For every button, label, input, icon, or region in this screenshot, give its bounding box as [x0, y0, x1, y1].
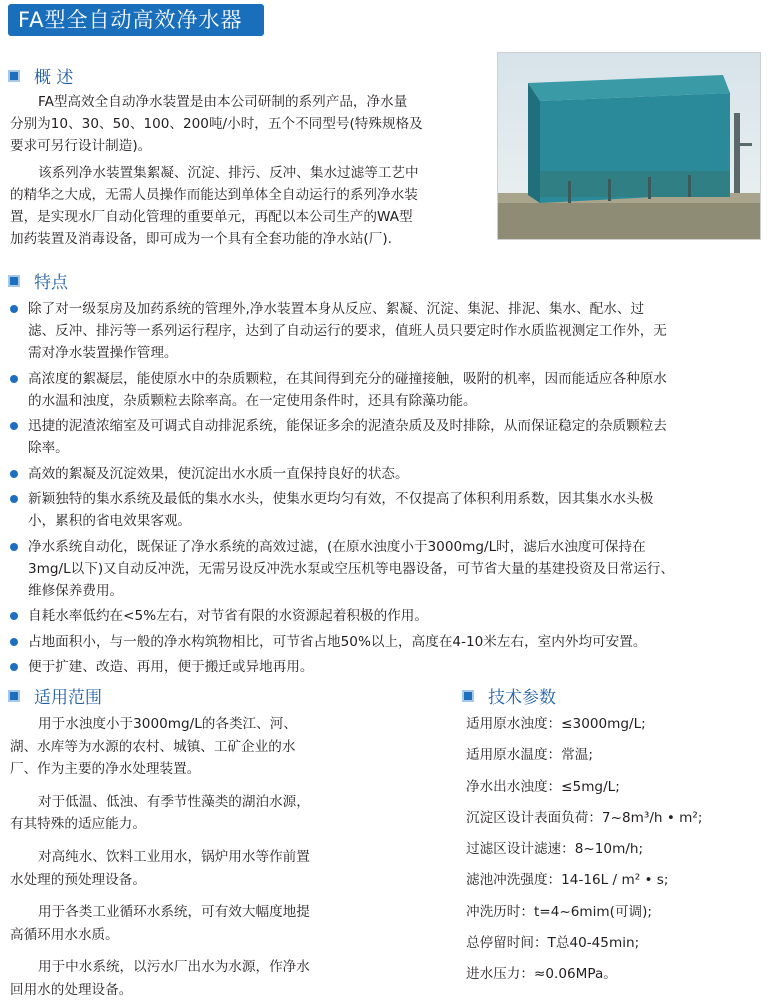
scope-line: 用于水浊度小于3000mg/L的各类江、河、 [38, 716, 297, 732]
features-list [10, 298, 762, 682]
param-item: 净水出水浊度：≤5mg/L; [466, 778, 620, 795]
feature-line: 滤、反冲、排污等一系列运行程序，达到了自动运行的要求，值班人员只要定时作水质监视测定工作外，无 [28, 323, 667, 339]
round-bullet-icon [10, 495, 18, 503]
feature-item [10, 368, 762, 412]
scope-line: 用于各类工业循环水系统，可有效大幅度地提 [38, 904, 310, 921]
round-bullet-icon [10, 612, 18, 620]
round-bullet-icon [10, 663, 18, 671]
overview-line: FA型高效全自动净水装置是由本公司研制的系列产品，净水量 [38, 94, 408, 110]
feature-line: 占地面积小，与一般的净水构筑物相比，可节省占地50%以上，高度在4-10米左右，室内外均可安置。 [28, 633, 647, 650]
scope-line: 湖、水库等为水源的农村、城镇、工矿企业的水 [10, 738, 296, 755]
overview-heading: 概 述 [34, 68, 74, 88]
overview-header [8, 63, 73, 88]
feature-line: 新颖独特的集水系统及最低的集水水头，使集水更均匀有效，不仅提高了体积利用系数，因其集水水头极 [28, 491, 654, 507]
scope-text [10, 713, 370, 1002]
overview-line: 分别为10、30、50、100、200吨/小时，五个不同型号(特殊规格及 [10, 116, 423, 133]
param-item: 滤池冲洗强度：14-16L / m² • s; [466, 872, 669, 889]
feature-item [10, 488, 762, 532]
feature-line: 便于扩建、改造、再用，便于搬迁或异地再用。 [28, 659, 314, 675]
param-item: 适用原水浊度：≤3000mg/L; [466, 716, 646, 732]
page-title: FA型全自动高效净水器 [8, 4, 264, 36]
feature-item [10, 656, 762, 678]
param-item: 进水压力：≈0.06MPa。 [466, 966, 617, 983]
feature-item [10, 463, 762, 485]
param-item: 适用原水温度：常温; [466, 747, 593, 764]
scope-line: 回用水的处理设备。 [10, 981, 133, 998]
overview-text [10, 91, 490, 250]
features-heading: 特点 [34, 273, 68, 293]
feature-line: 高效的絮凝及沉淀效果，使沉淀出水水质一直保持良好的状态。 [28, 465, 409, 482]
params-header [462, 683, 556, 708]
scope-line: 厂、作为主要的净水处理装置。 [10, 761, 201, 778]
round-bullet-icon [10, 638, 18, 646]
round-bullet-icon [10, 543, 18, 551]
overview-line: 要求可另行设计制造)。 [10, 138, 152, 155]
feature-line: 需对净水装置操作管理。 [28, 345, 178, 361]
scope-line: 对高纯水、饮料工业用水，锅炉用水等作前置 [38, 848, 310, 865]
param-item: 总停留时间：T总40-45min; [466, 935, 640, 952]
scope-line: 用于中水系统，以污水厂出水为水源，作净水 [38, 959, 310, 976]
overview-line: 加药装置及消毒设备，即可成为一个具有全套功能的净水站(厂). [10, 231, 392, 248]
features-header [8, 268, 68, 293]
feature-line: 的水温和浊度，杂质颗粒去除率高。在一定使用条件时，还具有除藻功能。 [28, 392, 477, 409]
params-heading: 技术参数 [488, 688, 556, 708]
scope-line: 有其特殊的适应能力。 [10, 816, 146, 833]
overview-line: 的精华之大成，无需人员操作而能达到单体全自动运行的系列净水装 [10, 186, 418, 203]
scope-line: 水处理的预处理设备。 [10, 871, 146, 888]
square-bullet-icon [8, 70, 20, 82]
param-item: 沉淀区设计表面负荷：7~8m³/h • m²; [466, 809, 703, 826]
feature-item [10, 631, 762, 653]
feature-line: 自耗水率低约在<5%左右，对节省有限的水资源起着积极的作用。 [28, 608, 428, 624]
feature-line: 维修保养费用。 [28, 582, 124, 599]
square-bullet-icon [462, 690, 474, 702]
overview-line: 置，是实现水厂自动化管理的重要单元，再配以本公司生产的WA型 [10, 209, 413, 226]
scope-heading: 适用范围 [34, 688, 102, 708]
round-bullet-icon [10, 422, 18, 430]
param-item: 过滤区设计滤速：8~10m/h; [466, 841, 644, 858]
feature-line: 小，累积的省电效果客观。 [28, 513, 192, 529]
feature-line: 高浓度的絮凝层，能使原水中的杂质颗粒，在其间得到充分的碰撞接触，吸附的机率，因而能适应各种原水 [28, 370, 667, 387]
params-list [466, 713, 702, 995]
feature-item [10, 415, 762, 459]
scope-header [8, 683, 102, 708]
feature-item [10, 536, 762, 602]
square-bullet-icon [8, 690, 20, 702]
overview-line: 该系列净水装置集絮凝、沉淀、排污、反冲、集水过滤等工艺中 [38, 164, 419, 181]
feature-line: 迅捷的泥渣浓缩室及可调式自动排泥系统，能保证多余的泥渣杂质及及时排除，从而保证稳定的杂质颗粒去 [28, 418, 667, 434]
round-bullet-icon [10, 470, 18, 478]
feature-item [10, 298, 762, 364]
param-item: 冲洗历时：t=4~6mim(可调); [466, 903, 653, 920]
product-photo [497, 52, 761, 240]
round-bullet-icon [10, 375, 18, 383]
feature-line: 3mg/L以下)又自动反冲洗，无需另设反冲洗水泵或空压机等电器设备，可节省大量的基建投资及日常运行、 [28, 560, 675, 577]
feature-line: 净水系统自动化，既保证了净水系统的高效过滤，(在原水浊度小于3000mg/L时，滤后水浊度可保持在 [28, 538, 646, 555]
scope-line: 高循环用水水质。 [10, 926, 119, 943]
feature-line: 除了对一级泵房及加药系统的管理外,净水装置本身从反应、絮凝、沉淀、集泥、排泥、集水、配水、过 [28, 301, 645, 317]
feature-line: 除率。 [28, 440, 69, 456]
square-bullet-icon [8, 275, 20, 287]
feature-item [10, 605, 762, 627]
scope-line: 对于低温、低浊、有季节性藻类的湖泊水源， [38, 793, 310, 810]
round-bullet-icon [10, 305, 18, 313]
water-purifier-image [498, 53, 760, 239]
